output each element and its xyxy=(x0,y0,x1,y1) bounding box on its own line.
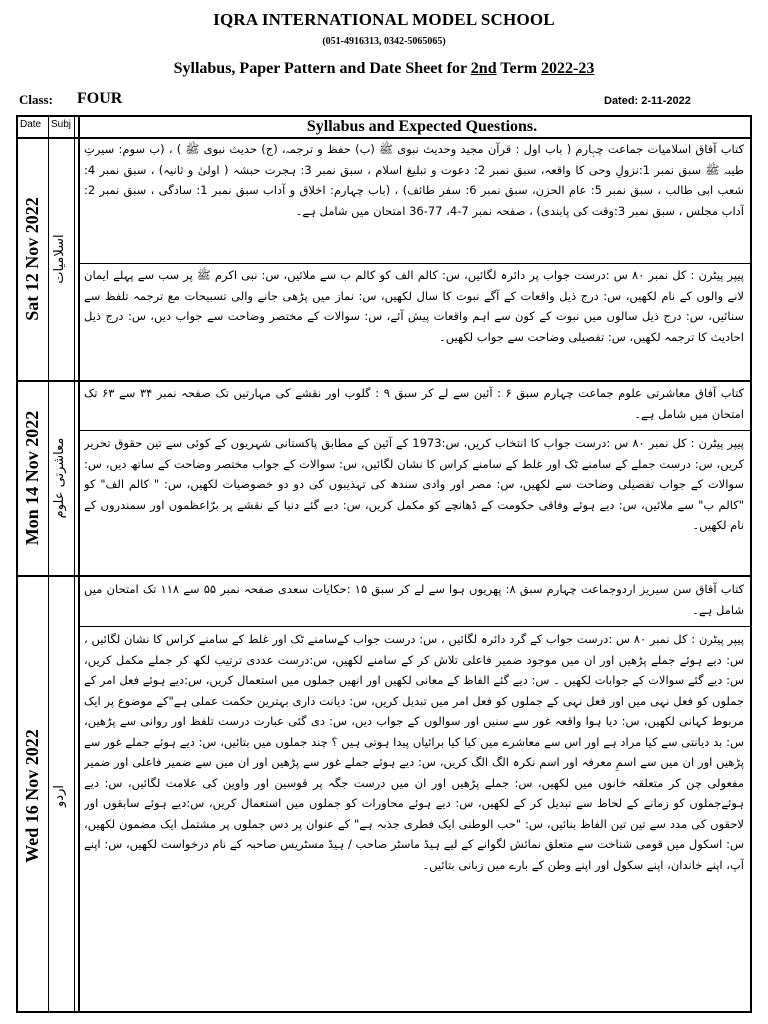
paper-pattern-1: پیپر پیٹرن : کل نمبر ۸۰ س :درست جواب پر دائرہ لگائیں، س: کالم الف کو کالم ب سے ملائیں، س: نبی اکرم ﷺ پر سب سے پہلے ایمان لانے والوں کے نام لکھیں، س: درج ذیل واقعات کے آگے نبوت کا سال لکھیں، س: نماز میں پڑھی جانے والی تسبیحات مع ترجمہ تلفظ سے سنائیں، س: درج ذیل سالوں میں نبوت کے کون سے اہم واقعات پیش آئے، س: سوالات کے مختصر وضاحت سے جواب دیں، س: درج ذیل احادیث کا ترجمہ لکھیں، س: تفصیلی وضاحت سے جواب لکھیں۔ xyxy=(84,268,744,344)
col-header-subject: Subj xyxy=(51,119,72,130)
column-divider xyxy=(74,117,75,1011)
row-divider xyxy=(80,430,750,431)
subtitle-term: 2nd xyxy=(470,60,497,77)
syllabus-text-1: کتاب آفاق اسلامیات جماعت چہارم ( باب اول : قرآن مجید وحدیث نبوی ﷺ (ب) حفظ و ترجمہ، (ج) حدیث نبوی ﷺ ) ، (ب سوم: سیرتِ طیبہ ﷺ سبق نمبر 1:نزولِ وحی کا واقعہ، سبق نمبر 2: دعوت و تبلیغ اسلام ، سبق نمبر 3: ہجرت حبشہ ( اولیٰ و ثانیہ) ، سبق نمبر 4: شعب ابی طالب ، سبق نمبر 5: عام الحزن، سبق نمبر 6: سفر طائف) ، (باب چہارم: اخلاق و آداب سبق نمبر 1: سادگی ، سبق نمبر 2: آداب مجلس ، سبق نمبر 3:وقت کی پابندی) ، صفحہ نمبر 7-4، 77-36 امتحان میں شامل ہے۔ xyxy=(84,142,744,218)
document-subtitle xyxy=(0,60,768,78)
school-name: IQRA INTERNATIONAL MODEL SCHOOL xyxy=(213,10,555,29)
syllabus-text-2: کتاب آفاق معاشرتی علوم جماعت چہارم سبق ۶ : آئین سے لے کر سبق ۹ : گلوب اور نقشے کی مہارتیں تک صفحہ نمبر ۳۴ سے ۶۳ تک امتحان میں شامل ہے۔ xyxy=(84,386,744,421)
subject-2: معاشرتی علوم xyxy=(52,437,67,519)
subtitle-text-a: Syllabus, Paper Pattern and Date Sheet for xyxy=(173,60,471,77)
syllabus-text-3: کتاب آفاق سن سیریز اردوجماعت چہارم سبق ۸: پھریوں ہوا سے لے کر سبق ۱۵ :حکایات سعدی صفحہ نمبر ۵۵ سے ۱۱۸ تک امتحان میں شامل ہے۔ xyxy=(84,582,744,617)
paper-pattern-3: پیپر پیٹرن : کل نمبر ۸۰ س :درست جواب کے گرد دائرہ لگائیں ، س: درست جواب کےسامنے ٹک اور غلط کے سامنے کراس کا نشان لگائیں ، س: دیے ہوئے جملے پڑھیں اور ان میں موجود ضمیر فاعلی تلاش کر کے سامنے لکھیں، س:درست عددی ترتیب لکھ کر جملے مکمل کریں، س: دیے گئے سوالات کے جوابات لکھیں ۔ س: دیے گئے الفاظ کے معانی لکھیں اور انھیں جملوں میں استعمال کریں، س:دیے ہوئے فعل امر کے جملوں کو فعل نہی میں اور فعل نہی کے جملوں کو فعل امر میں تبدیل کریں، س: دیانت داری بہترین حکمت عملی ہے"کے موضوع پر ایک مربوط کہانی لکھیں، س: دیا ہوا واقعہ غور سے سنیں اور سوالوں کے جواب دیں، س: دی گئی عبارت درست تلفظ اور روانی سے پڑھیں، س: بد دیانتی سے کیا مراد ہے اور اس سے معاشرے میں کیا کیا برائیاں پیدا ہوتی ہیں ؟ چند جملوں میں بتائیں، س: دیے ہوئے جملے غور سے پڑھیں اور ان میں سے اسمِ معرفہ اور اسم نکرہ الگ الگ کریں، س: دیے ہوئے جملے غور سے پڑھیں اور ان میں سے ضمیر فاعلی اور ضمیر مفعولی چن کر متعلقہ خانوں میں لکھیں، س: جملے پڑھیں اور ان میں درست جگہ پر قوسین اور واوین کی علامت لگائیں، س: دیے ہوئےجملوں کو زمانے کے لحاظ سے تبدیل کر کے لکھیں، س: دیے ہوئے محاورات کو جملوں میں استعمال کریں، س:دیے ہوئے سابقوں اور لاحقوں کی مدد سے تین تین الفاظ بنائیں، س: "حب الوطنی ایک فطری جذبہ ہے" کے عنوان پر دس جملوں پر مشتمل ایک مضمون لکھیں، س: اسکول میں قومی شناخت سے متعلق نمائش لگوانے کے لیے ہیڈ ماسٹر صاحب / ہیڈ مسٹریس صاحبہ کے نام درخواست لکھیں، س: اپنے آپ، اپنے خاندان، اپنے سکول اور اپنے وطن کے بارے میں زبانی بتائیں۔ xyxy=(84,632,744,872)
subtitle-text-b: Term xyxy=(496,60,542,77)
row-divider xyxy=(80,626,750,627)
date-sheet-table xyxy=(16,115,752,1013)
exam-date-2: Mon 14 Nov 2022 xyxy=(22,410,42,546)
class-label: Class: xyxy=(19,92,53,107)
column-divider xyxy=(78,117,80,1011)
subject-1: اسلامیات xyxy=(52,234,67,284)
school-phones: (051-4916313, 0342-5065065) xyxy=(322,36,446,47)
column-divider xyxy=(48,117,49,1011)
paper-pattern-2: پیپر پیٹرن : کل نمبر ۸۰ س :درست جواب کا انتخاب کریں، س:1973 کے آئین کے مطابق پاکستانی شہریوں کے کوئی سے تین حقوق تحریر کریں، س: درست جملے کے سامنے ٹک اور غلط کے سامنے کراس کا نشان لگائیں، س: سوالات کے جواب مختصر وضاحت کے ساتھ دیں، س: سوالات کے جواب تفصیلی وضاحت سے لکھیں، س: مصر اور وادی سندھ کی تہذیبوں کی دو دو خصوصیات لکھیں، س: " کالم الف" کو "کالم ب" سے ملائیں، س: دیے ہوئے وفاقی حکومت کے ڈھانچے کو مکمل کریں، س: دیے گئے دنیا کے نقشے پر برّاعظموں اور سمندروں کے نام لکھیں۔ xyxy=(84,436,744,532)
row-divider xyxy=(80,263,750,264)
class-value: FOUR xyxy=(77,90,123,107)
exam-date-1: Sat 12 Nov 2022 xyxy=(22,197,42,321)
col-header-date: Date xyxy=(20,119,42,130)
subject-3: اردو xyxy=(52,785,67,807)
subtitle-year: 2022-23 xyxy=(541,60,595,77)
col-header-syllabus: Syllabus and Expected Questions. xyxy=(306,118,538,135)
exam-date-3: Wed 16 Nov 2022 xyxy=(22,729,42,863)
dated-label: Dated: 2-11-2022 xyxy=(604,95,691,107)
row-divider xyxy=(18,380,750,382)
row-divider xyxy=(18,575,750,577)
